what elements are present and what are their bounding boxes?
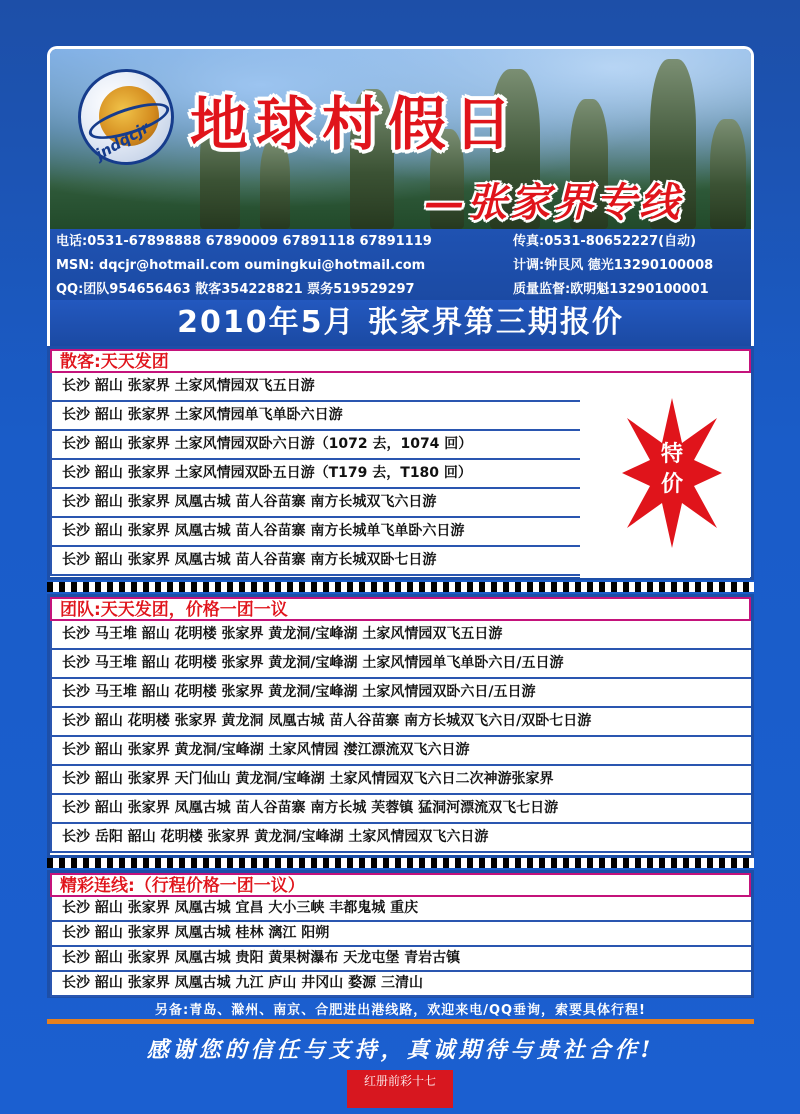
list-item: 长沙 韶山 张家界 黄龙洞/宝峰湖 土家风情园 漤江漂流双飞六日游: [50, 737, 751, 766]
list-item: 长沙 韶山 张家界 凤凰古城 贵阳 黄果树瀑布 天龙屯堡 青岩古镇: [50, 947, 751, 972]
list-item: 长沙 韶山 张家界 土家风情园双飞五日游: [50, 373, 580, 402]
scenery-banner: [50, 49, 751, 229]
msn-line: MSN: dqcjr@hotmail.com oumingkui@hotmail.com: [56, 258, 426, 273]
individual-list: [50, 373, 580, 576]
checker-divider: [47, 582, 754, 592]
list-item: 长沙 韶山 张家界 凤凰古城 桂林 漓江 阳朔: [50, 922, 751, 947]
route-note: 另备:青岛、滁州、南京、合肥进出港线路，欢迎来电/QQ垂询，索要具体行程!: [47, 998, 754, 1024]
logo-text: jndqcjr: [92, 118, 153, 164]
page-tag: 红册前彩十七: [347, 1070, 453, 1108]
combo-heading: 精彩连线:（行程价格一团一议）: [50, 873, 751, 897]
group-heading: 团队:天天发团，价格一团一议: [50, 597, 751, 621]
list-item: 长沙 韶山 张家界 凤凰古城 苗人谷苗寨 南方长城双卧七日游: [50, 547, 580, 576]
list-item: 长沙 韶山 张家界 凤凰古城 苗人谷苗寨 南方长城 芙蓉镇 猛洞河漂流双飞七日游: [50, 795, 751, 824]
list-item: 长沙 韶山 张家界 天门仙山 黄龙洞/宝峰湖 土家风情园双飞六日二次神游张家界: [50, 766, 751, 795]
fax-line: 传真:0531-80652227(自动): [513, 234, 697, 249]
list-item: 长沙 马王堆 韶山 花明楼 张家界 黄龙洞/宝峰湖 土家风情园单飞单卧六日/五日游: [50, 650, 751, 679]
quality-line: 质量监督:欧明魁13290100001: [513, 282, 709, 297]
list-item: 长沙 韶山 张家界 凤凰古城 苗人谷苗寨 南方长城单飞单卧六日游: [50, 518, 580, 547]
list-item: 长沙 韶山 花明楼 张家界 黄龙洞 凤凰古城 苗人谷苗寨 南方长城双飞六日/双卧七日游: [50, 708, 751, 737]
page-title: 2010年5月 张家界第三期报价: [47, 300, 754, 346]
list-item: 长沙 韶山 张家界 土家风情园双卧五日游（T179 去，T180 回）: [50, 460, 580, 489]
brand-title: 地球村假日: [190, 90, 521, 158]
list-item: 长沙 马王堆 韶山 花明楼 张家界 黄龙洞/宝峰湖 土家风情园双飞五日游: [50, 621, 751, 650]
individual-heading: 散客:天天发团: [50, 349, 751, 373]
list-item: 长沙 韶山 张家界 土家风情园单飞单卧六日游: [50, 402, 580, 431]
brand-subtitle: —张家界专线: [424, 179, 682, 226]
company-logo: [78, 69, 174, 165]
list-item: 长沙 岳阳 韶山 花明楼 张家界 黄龙洞/宝峰湖 土家风情园双飞六日游: [50, 824, 751, 853]
promo-label: 特价: [660, 442, 683, 497]
group-section: [47, 594, 754, 858]
mountain-peak: [710, 119, 746, 229]
phone-line: 电话:0531-67898888 67890009 67891118 67891119: [56, 234, 432, 249]
list-item: 长沙 韶山 张家界 土家风情园双卧六日游（1072 去，1074 回）: [50, 431, 580, 460]
list-item: 长沙 马王堆 韶山 花明楼 张家界 黄龙洞/宝峰湖 土家风情园双卧六日/五日游: [50, 679, 751, 708]
list-item: 长沙 韶山 张家界 凤凰古城 苗人谷苗寨 南方长城双飞六日游: [50, 489, 580, 518]
planner-line: 计调:钟艮风 德光13290100008: [513, 258, 714, 273]
thanks-message: 感谢您的信任与支持，真诚期待与贵社合作!: [146, 1037, 655, 1063]
list-item: 长沙 韶山 张家界 凤凰古城 宜昌 大小三峡 丰都鬼城 重庆: [50, 897, 751, 922]
header-frame: [47, 46, 754, 300]
qq-line: QQ:团队954656463 散客354228821 票务519529297: [56, 282, 415, 297]
checker-divider: [47, 858, 754, 868]
list-item: 长沙 韶山 张家界 凤凰古城 九江 庐山 井冈山 婺源 三清山: [50, 972, 751, 997]
contact-block: [50, 229, 751, 300]
combo-section: [47, 870, 754, 998]
promo-badge: [580, 378, 750, 578]
